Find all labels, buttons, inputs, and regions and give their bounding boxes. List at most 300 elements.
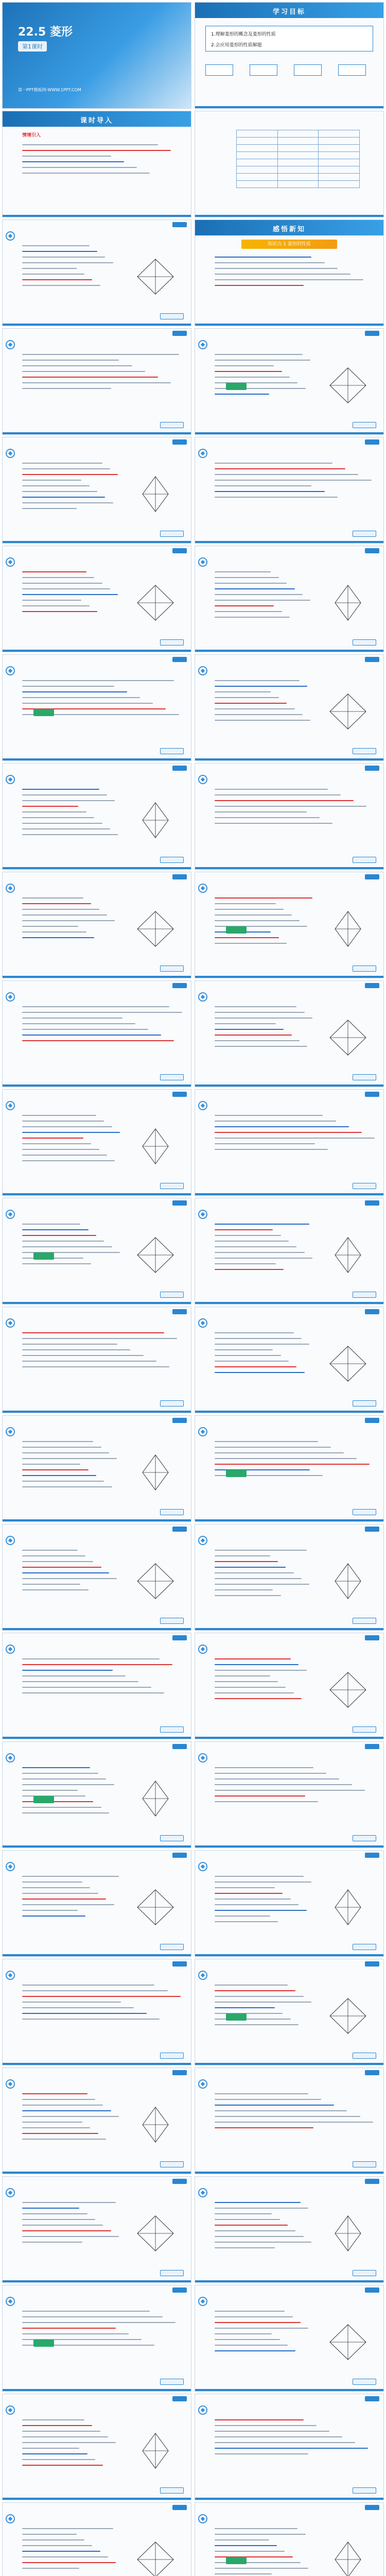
text-line	[22, 468, 110, 469]
text-block	[22, 2415, 121, 2470]
header-title: 感悟新知	[272, 226, 306, 233]
text-line	[215, 1143, 315, 1144]
pencil-icon	[198, 2188, 207, 2197]
answer-button[interactable]	[160, 2053, 184, 2059]
slide-tag	[172, 766, 187, 771]
answer-button[interactable]	[353, 1400, 376, 1406]
text-line	[215, 811, 307, 812]
table-cell	[319, 181, 360, 188]
slide-tag	[365, 1961, 379, 1967]
text-line	[215, 1269, 284, 1270]
text-line	[22, 1458, 117, 1459]
pencil-icon	[6, 231, 15, 241]
text-line	[215, 914, 292, 916]
text-line	[22, 1115, 96, 1116]
slide	[2, 2394, 191, 2500]
text-line	[215, 1550, 307, 1551]
slide-tag	[365, 1092, 379, 1097]
text-line	[215, 937, 279, 938]
text-line	[215, 1246, 296, 1247]
text-line	[22, 173, 150, 174]
method-tag	[226, 1470, 247, 1477]
text-line	[215, 1441, 318, 1442]
slide	[195, 328, 384, 435]
text-line	[22, 1882, 82, 1883]
text-line	[22, 600, 81, 601]
slide-tag	[172, 1635, 187, 1640]
slide-tag	[172, 1853, 187, 1858]
text-line	[215, 697, 279, 698]
text-line	[215, 2534, 306, 2535]
table-cell	[277, 181, 319, 188]
pencil-icon	[6, 2297, 15, 2306]
text-line	[22, 1550, 78, 1551]
answer-button[interactable]	[160, 2270, 184, 2276]
text-block	[215, 2415, 376, 2459]
slide	[2, 2502, 191, 2576]
answer-button[interactable]	[353, 1292, 376, 1298]
text-line	[215, 2225, 288, 2226]
answer-button[interactable]	[353, 2487, 376, 2494]
text-line	[22, 577, 94, 578]
text-line	[22, 1578, 117, 1579]
text-line	[215, 1235, 281, 1236]
answer-button[interactable]	[353, 531, 376, 537]
text-line	[215, 491, 325, 492]
text-line	[22, 2105, 103, 2106]
slide-tag	[172, 1961, 187, 1967]
pencil-icon	[6, 449, 15, 458]
text-line	[215, 703, 287, 704]
answer-button[interactable]	[160, 639, 184, 646]
text-line	[215, 1355, 281, 1356]
text-block	[215, 1545, 313, 1601]
text-block	[22, 241, 121, 291]
text-block	[215, 675, 313, 725]
rhombus-figure	[127, 1234, 184, 1276]
slide	[195, 2067, 384, 2174]
text-line	[22, 583, 102, 584]
text-block	[22, 1871, 121, 1921]
answer-button[interactable]	[353, 422, 376, 428]
text-line	[215, 1372, 305, 1373]
rhombus-figure	[127, 908, 184, 950]
answer-button[interactable]	[353, 1618, 376, 1624]
text-block	[215, 2523, 313, 2576]
bottom-line	[195, 867, 383, 869]
text-line	[22, 571, 86, 572]
answer-button[interactable]	[160, 1944, 184, 1950]
rhombus-figure	[320, 1887, 376, 1928]
answer-button[interactable]	[160, 1074, 184, 1080]
rhombus-figure	[320, 2213, 376, 2254]
answer-button[interactable]	[160, 1183, 184, 1189]
bottom-line	[3, 2063, 191, 2065]
text-line	[215, 1996, 304, 1997]
table-cell	[319, 138, 360, 145]
text-line	[22, 686, 114, 687]
slide-tag	[365, 1200, 379, 1206]
flow-box	[338, 64, 366, 76]
text-block	[22, 1762, 121, 1818]
table-cell	[237, 130, 278, 138]
text-line	[215, 1224, 309, 1225]
text-line	[215, 909, 284, 910]
text-line	[22, 2328, 116, 2329]
text-block	[215, 1328, 313, 1378]
text-line	[22, 1464, 80, 1465]
text-line	[22, 474, 118, 475]
text-block	[215, 1762, 376, 1807]
answer-button[interactable]	[160, 422, 184, 428]
text-line	[215, 1132, 362, 1133]
text-line	[215, 268, 338, 269]
text-line	[215, 600, 310, 601]
text-line	[22, 1481, 104, 1482]
text-line	[215, 1773, 326, 1774]
rhombus-figure	[320, 1561, 376, 1602]
slide	[195, 1741, 384, 1848]
text-block	[22, 784, 121, 840]
rhombus-figure	[320, 1017, 376, 1058]
text-line	[215, 1029, 284, 1030]
text-line	[22, 1561, 93, 1562]
answer-button[interactable]	[160, 1835, 184, 1841]
pencil-icon	[198, 2079, 207, 2089]
slide-tag	[365, 657, 379, 662]
pencil-icon	[198, 666, 207, 675]
text-line	[22, 909, 99, 910]
answer-button[interactable]	[160, 2487, 184, 2494]
rhombus-figure	[127, 800, 184, 841]
text-line	[22, 2133, 98, 2134]
text-line	[22, 463, 102, 464]
answer-button[interactable]	[353, 748, 376, 754]
text-line	[215, 2116, 360, 2117]
text-block	[215, 784, 376, 828]
text-block	[215, 2306, 313, 2356]
answer-button[interactable]	[160, 748, 184, 754]
text-line	[215, 1698, 302, 1699]
text-line	[215, 1904, 299, 1905]
text-line	[215, 1910, 307, 1911]
text-line	[215, 1115, 323, 1116]
text-line	[22, 897, 83, 899]
text-line	[22, 161, 124, 162]
text-line	[22, 1692, 164, 1693]
text-line	[22, 257, 105, 258]
text-line	[215, 1572, 294, 1573]
slide-tag	[365, 548, 379, 553]
text-line	[215, 571, 271, 572]
text-block	[215, 1871, 313, 1927]
text-line	[22, 1469, 89, 1470]
text-block	[22, 1436, 121, 1492]
text-line	[22, 2099, 95, 2100]
text-line	[22, 285, 100, 286]
text-line	[215, 1023, 276, 1024]
answer-button[interactable]	[160, 1292, 184, 1298]
pencil-icon	[6, 666, 15, 675]
text-line	[22, 1555, 85, 1556]
text-line	[215, 354, 303, 355]
slide	[2, 1307, 191, 1413]
slide-tag	[365, 2179, 379, 2184]
text-line	[215, 1006, 296, 1007]
text-line	[22, 1664, 172, 1665]
text-line	[215, 1795, 305, 1797]
answer-button[interactable]	[353, 1726, 376, 1733]
table-cell	[277, 166, 319, 174]
text-line	[215, 1561, 278, 1562]
slide	[2, 2, 191, 109]
text-line	[215, 2328, 308, 2329]
text-line	[215, 497, 338, 498]
text-line	[22, 828, 110, 829]
slide-tag	[365, 766, 379, 771]
header-band	[195, 220, 383, 235]
text-line	[22, 245, 90, 246]
text-line	[22, 262, 113, 263]
pencil-icon	[198, 1862, 207, 1871]
text-line	[22, 2534, 77, 2535]
bottom-line	[195, 1519, 383, 1521]
answer-button[interactable]	[353, 1835, 376, 1841]
bottom-line	[3, 1411, 191, 1413]
text-line	[22, 1349, 130, 1350]
pencil-icon	[6, 2188, 15, 2197]
text-line	[215, 1138, 375, 1139]
text-line	[215, 2236, 304, 2237]
text-line	[215, 474, 358, 475]
slide	[2, 1959, 191, 2065]
text-line	[215, 708, 295, 709]
answer-button[interactable]	[160, 2161, 184, 2167]
pencil-icon	[6, 340, 15, 349]
table-cell	[237, 145, 278, 152]
pencil-icon	[198, 449, 207, 458]
text-line	[22, 371, 145, 372]
bottom-line	[3, 2280, 191, 2282]
text-line	[22, 150, 171, 151]
answer-button[interactable]	[160, 313, 184, 319]
slide	[195, 2176, 384, 2283]
bottom-line	[3, 432, 191, 434]
text-line	[22, 2208, 79, 2209]
text-line	[215, 594, 303, 595]
slide-tag	[365, 2505, 379, 2510]
answer-button[interactable]	[353, 639, 376, 646]
text-block	[215, 2089, 376, 2133]
text-line	[22, 1670, 113, 1671]
bottom-line	[195, 2280, 383, 2282]
text-line	[215, 1882, 311, 1883]
text-line	[22, 1126, 112, 1127]
answer-button[interactable]	[353, 2161, 376, 2167]
text-line	[22, 2551, 100, 2552]
answer-button[interactable]	[160, 1618, 184, 1624]
text-line	[22, 1012, 182, 1013]
text-line	[22, 931, 86, 933]
rhombus-figure	[127, 1561, 184, 1602]
text-line	[22, 811, 86, 812]
text-line	[22, 485, 90, 486]
bottom-line	[3, 867, 191, 869]
slide	[2, 546, 191, 652]
bottom-line	[195, 2389, 383, 2391]
text-line	[215, 2230, 295, 2231]
text-line	[215, 1675, 270, 1676]
text-line	[22, 1876, 119, 1877]
text-line	[215, 1447, 331, 1448]
slide-tag	[365, 983, 379, 988]
text-block	[22, 2089, 121, 2144]
text-line	[22, 360, 119, 361]
answer-button[interactable]	[353, 1509, 376, 1515]
text-line	[22, 2236, 119, 2237]
text-line	[22, 1160, 115, 1161]
pencil-icon	[198, 884, 207, 893]
slide	[195, 219, 384, 326]
text-line	[22, 491, 97, 492]
slide-tag	[365, 1744, 379, 1749]
text-line	[215, 2024, 299, 2025]
text-line	[22, 914, 107, 916]
pencil-icon	[198, 1318, 207, 1328]
answer-button[interactable]	[160, 1726, 184, 1733]
text-line	[215, 1687, 286, 1688]
slide	[2, 437, 191, 544]
bottom-line	[3, 1193, 191, 1195]
text-line	[215, 1018, 312, 1019]
rhombus-figure	[127, 1887, 184, 1928]
pencil-icon	[6, 1645, 15, 1654]
header-band	[195, 3, 383, 18]
pencil-icon	[6, 2405, 15, 2415]
text-line	[22, 2316, 163, 2317]
answer-button[interactable]	[160, 857, 184, 863]
text-line	[215, 1916, 270, 1917]
text-line	[215, 806, 366, 807]
rhombus-figure	[320, 2539, 376, 2576]
text-line	[22, 1023, 135, 1024]
answer-button[interactable]	[353, 2270, 376, 2276]
text-line	[215, 2013, 283, 2014]
rhombus-figure	[127, 2213, 184, 2254]
answer-button[interactable]	[160, 1509, 184, 1515]
text-line	[215, 468, 345, 469]
pencil-icon	[198, 1645, 207, 1654]
slide	[2, 2067, 191, 2174]
text-line	[22, 1687, 151, 1688]
text-line	[22, 1807, 101, 1808]
slide	[195, 546, 384, 652]
slide-tag	[365, 2070, 379, 2075]
text-line	[22, 268, 77, 269]
bottom-line	[3, 2172, 191, 2174]
text-line	[22, 2431, 100, 2432]
bottom-line	[195, 215, 383, 217]
cover-subtitle: 第1课时	[18, 41, 47, 52]
answer-button[interactable]	[353, 965, 376, 972]
method-tag	[226, 2557, 247, 2564]
pencil-icon	[6, 557, 15, 567]
slide-tag	[172, 1527, 187, 1532]
text-line	[22, 794, 107, 795]
slide	[195, 1415, 384, 1522]
text-line	[22, 1332, 164, 1333]
text-line	[215, 2122, 373, 2123]
text-line	[215, 2419, 304, 2420]
text-line	[215, 377, 290, 378]
text-line	[215, 1229, 273, 1230]
text-line	[22, 144, 158, 145]
answer-button[interactable]	[353, 2053, 376, 2059]
text-line	[215, 1692, 294, 1693]
text-line	[215, 1589, 273, 1590]
bottom-line	[195, 106, 383, 108]
answer-button[interactable]	[160, 965, 184, 972]
cover-title: 22.5 菱形	[18, 26, 73, 39]
pencil-icon	[6, 1536, 15, 1545]
slide-tag	[172, 2287, 187, 2293]
answer-button[interactable]	[353, 2379, 376, 2385]
answer-button[interactable]	[353, 857, 376, 863]
text-line	[22, 2242, 82, 2243]
cover-url: 第一PPT模板网-WWW.1PPT.COM	[18, 88, 81, 92]
text-line	[22, 2419, 84, 2420]
text-line	[215, 1921, 278, 1922]
bottom-line	[195, 1954, 383, 1956]
text-line	[22, 2465, 103, 2466]
text-line	[215, 2127, 313, 2128]
rhombus-figure	[320, 1669, 376, 1710]
text-line	[215, 1332, 294, 1333]
bottom-line	[195, 650, 383, 652]
text-line	[215, 920, 300, 921]
text-line	[215, 1567, 286, 1568]
answer-button[interactable]	[353, 1074, 376, 1080]
text-line	[22, 1658, 160, 1659]
text-line	[215, 257, 311, 258]
answer-button[interactable]	[353, 1183, 376, 1189]
slide	[2, 2176, 191, 2283]
text-line	[22, 806, 78, 807]
text-block	[215, 1219, 313, 1275]
pencil-icon	[198, 557, 207, 567]
text-line	[22, 680, 174, 681]
answer-button[interactable]	[160, 531, 184, 537]
slide-tag	[172, 874, 187, 879]
text-block	[215, 2197, 313, 2253]
text-line	[22, 2539, 84, 2540]
text-line	[215, 1349, 273, 1350]
property-table	[236, 130, 360, 188]
pencil-icon	[6, 884, 15, 893]
text-line	[215, 2316, 293, 2317]
text-line	[22, 1584, 80, 1585]
text-line	[22, 1675, 126, 1676]
slide	[2, 2285, 191, 2392]
method-tag	[33, 1796, 54, 1803]
answer-button[interactable]	[353, 1944, 376, 1950]
slide-tag	[365, 2287, 379, 2293]
text-line	[215, 617, 290, 618]
text-line	[22, 1567, 101, 1568]
text-line	[215, 485, 311, 486]
answer-button[interactable]	[160, 1400, 184, 1406]
answer-button[interactable]	[160, 2379, 184, 2385]
